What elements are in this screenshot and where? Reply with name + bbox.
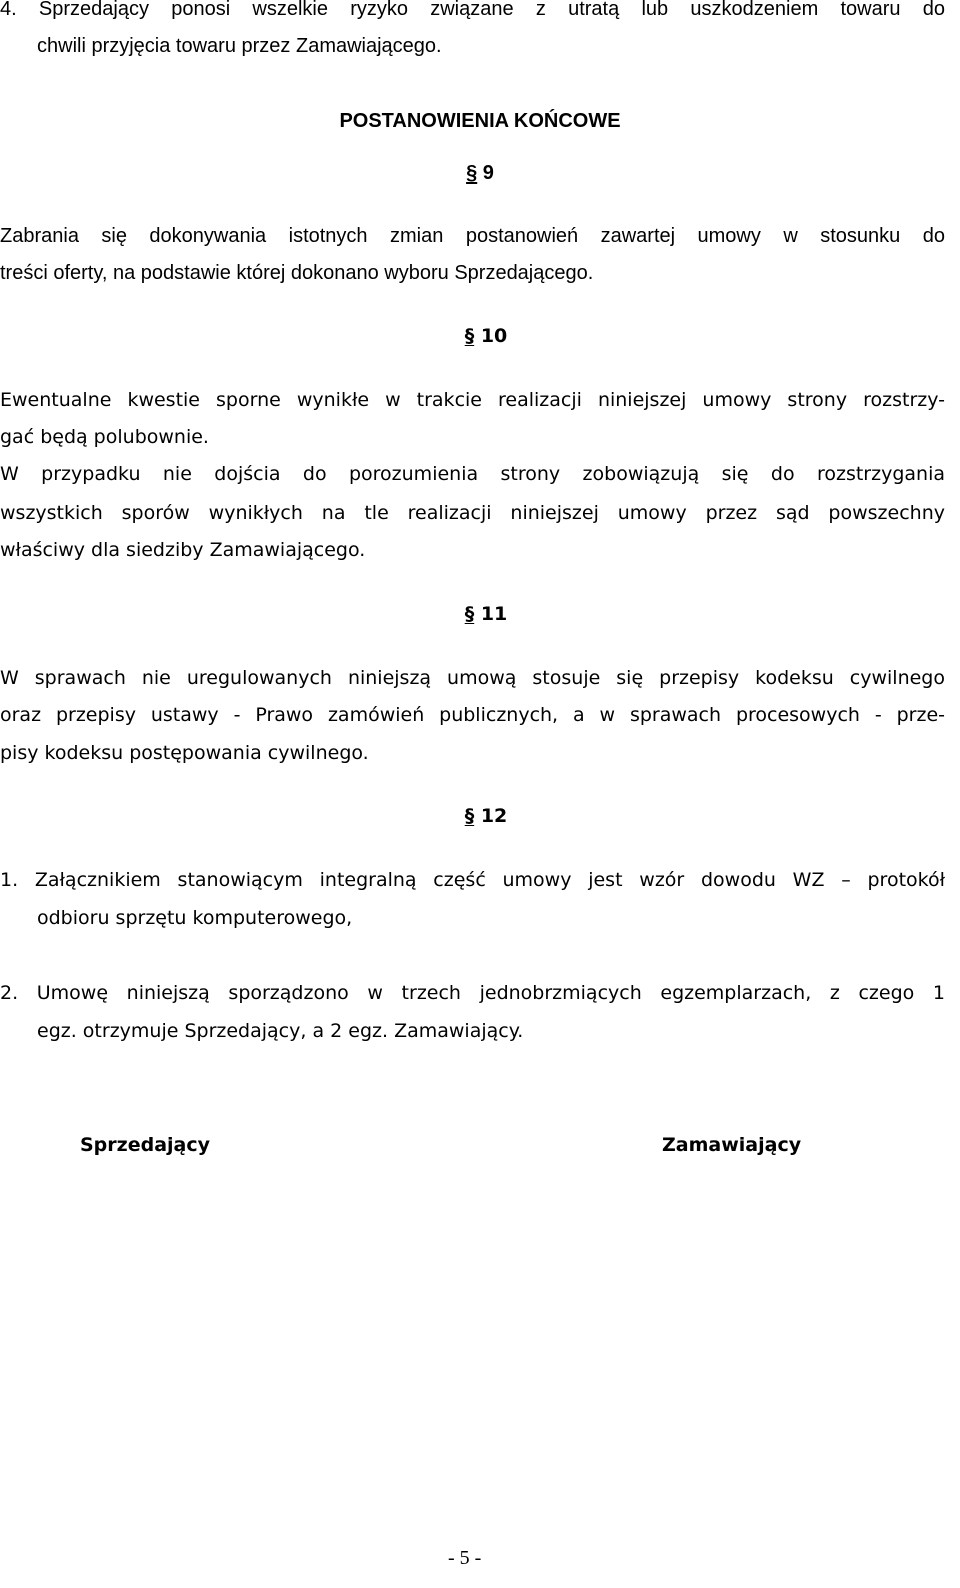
section-12-item-1-line-1: 1. Załącznikiem stanowiącym integralną część umowy jest wzór dowodu WZ – protokół [0,869,945,891]
section-9-line-2: treści oferty, na podstawie której dokonano wyboru Sprzedającego. [0,262,594,284]
section-10-p2-line-3: właściwy dla siedziby Zamawiającego. [0,539,366,561]
section-number: 11 [480,603,508,625]
section-symbol: § [464,325,475,347]
section-12-heading [6,803,960,829]
section-12-item-2-line-1: 2. Umowę niniejszą sporządzono w trzech jednobrzmiących egzemplarzach, z czego 1 [0,982,945,1004]
section-symbol: § [464,603,475,625]
section-11-line-1: W sprawach nie uregulowanych niniejszą umową stosuje się przepisy kodeksu cywilnego [0,667,945,689]
section-12-item-2-line-2: egz. otrzymuje Sprzedający, a 2 egz. Zamawiający. [37,1020,524,1042]
section-9-line-1: Zabrania się dokonywania istotnych zmian postanowień zawartej umowy w stosunku do [0,225,945,247]
section-number: 9 [482,162,494,184]
section-10-p2-line-2: wszystkich sporów wynikłych na tle realizacji niniejszej umowy przez sąd powszechny [0,502,945,524]
section-10-p1-line-2: gać będą polubownie. [0,426,209,448]
section-symbol: § [466,162,478,184]
section-11-line-2: oraz przepisy ustawy - Prawo zamówień publicznych, a w sprawach procesowych - prze- [0,704,945,726]
buyer-signature-label: Zamawiający [662,1134,802,1156]
section-number: 10 [480,325,508,347]
final-provisions-heading: POSTANOWIENIA KOŃCOWE [339,110,621,132]
section-symbol: § [464,805,475,827]
section-10-p1-line-1: Ewentualne kwestie sporne wynikłe w trakcie realizacji niniejszej umowy strony rozstrzy- [0,389,945,411]
seller-signature-label: Sprzedający [80,1134,211,1156]
section-10-p2-line-1: W przypadku nie dojścia do porozumienia strony zobowiązują się do rozstrzygania [0,463,945,485]
item-4-line-2: chwili przyjęcia towaru przez Zamawiającego. [37,35,442,57]
item-4-line-1: 4. Sprzedający ponosi wszelkie ryzyko związane z utratą lub uszkodzeniem towaru do [0,0,945,20]
section-12-item-1-line-2: odbioru sprzętu komputerowego, [37,907,353,929]
section-11-heading [6,601,960,627]
section-10-heading [6,323,960,349]
section-9-heading [0,160,960,186]
section-11-line-3: pisy kodeksu postępowania cywilnego. [0,742,369,764]
section-number: 12 [480,805,508,827]
page-number: - 5 - [448,1547,482,1569]
